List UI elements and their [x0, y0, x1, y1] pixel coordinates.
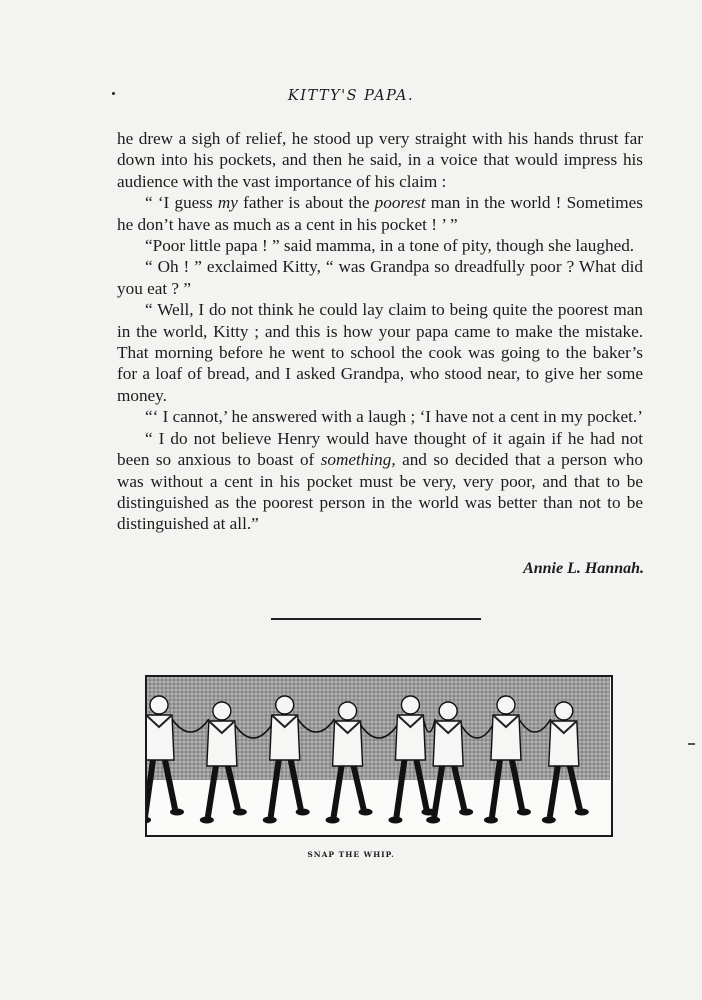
child-head: [555, 702, 573, 720]
child-head: [497, 696, 515, 714]
section-divider-rule: [271, 618, 481, 620]
text-run: “‘ I cannot,’ he answered with a laugh ; ‘I have not a cent in my pocket.’: [145, 407, 643, 427]
child-body: [395, 715, 425, 760]
child-body: [270, 715, 300, 760]
paragraph: [117, 256, 643, 299]
illustration-caption: SNAP THE WHIP.: [307, 850, 395, 859]
child-shoe: [575, 809, 589, 816]
child-head: [276, 696, 294, 714]
child-shoe: [170, 809, 184, 816]
child-shoe: [263, 817, 277, 824]
paragraph: [117, 235, 643, 256]
text-run: “ I do not believe Henry would have thought of it again if he had not been so anxious to boast of: [117, 428, 643, 470]
author-signature: Annie L. Hannah.: [523, 560, 644, 577]
text-run: “ ‘I guess: [145, 193, 218, 213]
text-run: and so decided that a person who was without a cent in his pocket must be very, very poor, and that to be distinguished as the poorest person in the world was better than not to be distinguished at all.”: [117, 450, 643, 534]
text-run: “Poor little papa ! ” said mamma, in a tone of pity, though she laughed.: [145, 236, 635, 256]
child-shoe: [233, 809, 247, 816]
paragraph: [117, 406, 643, 427]
text-run: father is about the: [237, 193, 375, 213]
child-body: [333, 721, 363, 766]
text-run: “ Well, I do not think he could lay claim to being quite the poorest man in the world, Kitty ; and this is how your papa came to make the mistake. That morning before he went to school the cook was going to the baker’s for a loaf of bread, and I asked Grandpa, who stood near, to give her some money.: [117, 300, 643, 405]
text-run: man in the world ! Sometimes he don’t have as much as a cent in his pocket ! ’ ”: [117, 193, 643, 234]
text-run: “ Oh ! ” exclaimed Kitty, “ was Grandpa so dreadfully poor ? What did you eat ? ”: [117, 257, 643, 298]
child-body: [147, 715, 174, 760]
child-shoe: [542, 817, 556, 824]
body-text: [117, 128, 643, 535]
child-shoe: [296, 809, 310, 816]
child-shoe: [426, 817, 440, 824]
child-body: [207, 721, 237, 766]
child-head: [213, 702, 231, 720]
running-head: KITTY'S PAPA.: [287, 88, 415, 104]
child-shoe: [326, 817, 340, 824]
italic-text: poorest: [374, 193, 426, 213]
child-shoe: [459, 809, 473, 816]
paragraph: [117, 428, 643, 535]
illustration-svg: [147, 677, 610, 834]
child-head: [150, 696, 168, 714]
paragraph: [117, 299, 643, 406]
child-shoe: [484, 817, 498, 824]
child-shoe: [388, 817, 402, 824]
child-head: [401, 696, 419, 714]
child-body: [549, 721, 579, 766]
italic-text: my: [217, 193, 238, 213]
paragraph: [117, 192, 643, 235]
italic-text: something,: [320, 450, 396, 470]
margin-mark: [688, 743, 695, 745]
text-run: he drew a sigh of relief, he stood up very straight with his hands thrust far down into his pockets, and then he said, in a voice that would impress his audience with the vast importance of his claim :: [117, 129, 643, 191]
paragraph: [117, 128, 643, 192]
child-head: [439, 702, 457, 720]
child-body: [491, 715, 521, 760]
child-head: [339, 702, 357, 720]
ground: [147, 780, 610, 834]
child-shoe: [359, 809, 373, 816]
child-shoe: [517, 809, 531, 816]
child-body: [433, 721, 463, 766]
illustration-snap-the-whip: [145, 675, 613, 837]
child-shoe: [200, 817, 214, 824]
